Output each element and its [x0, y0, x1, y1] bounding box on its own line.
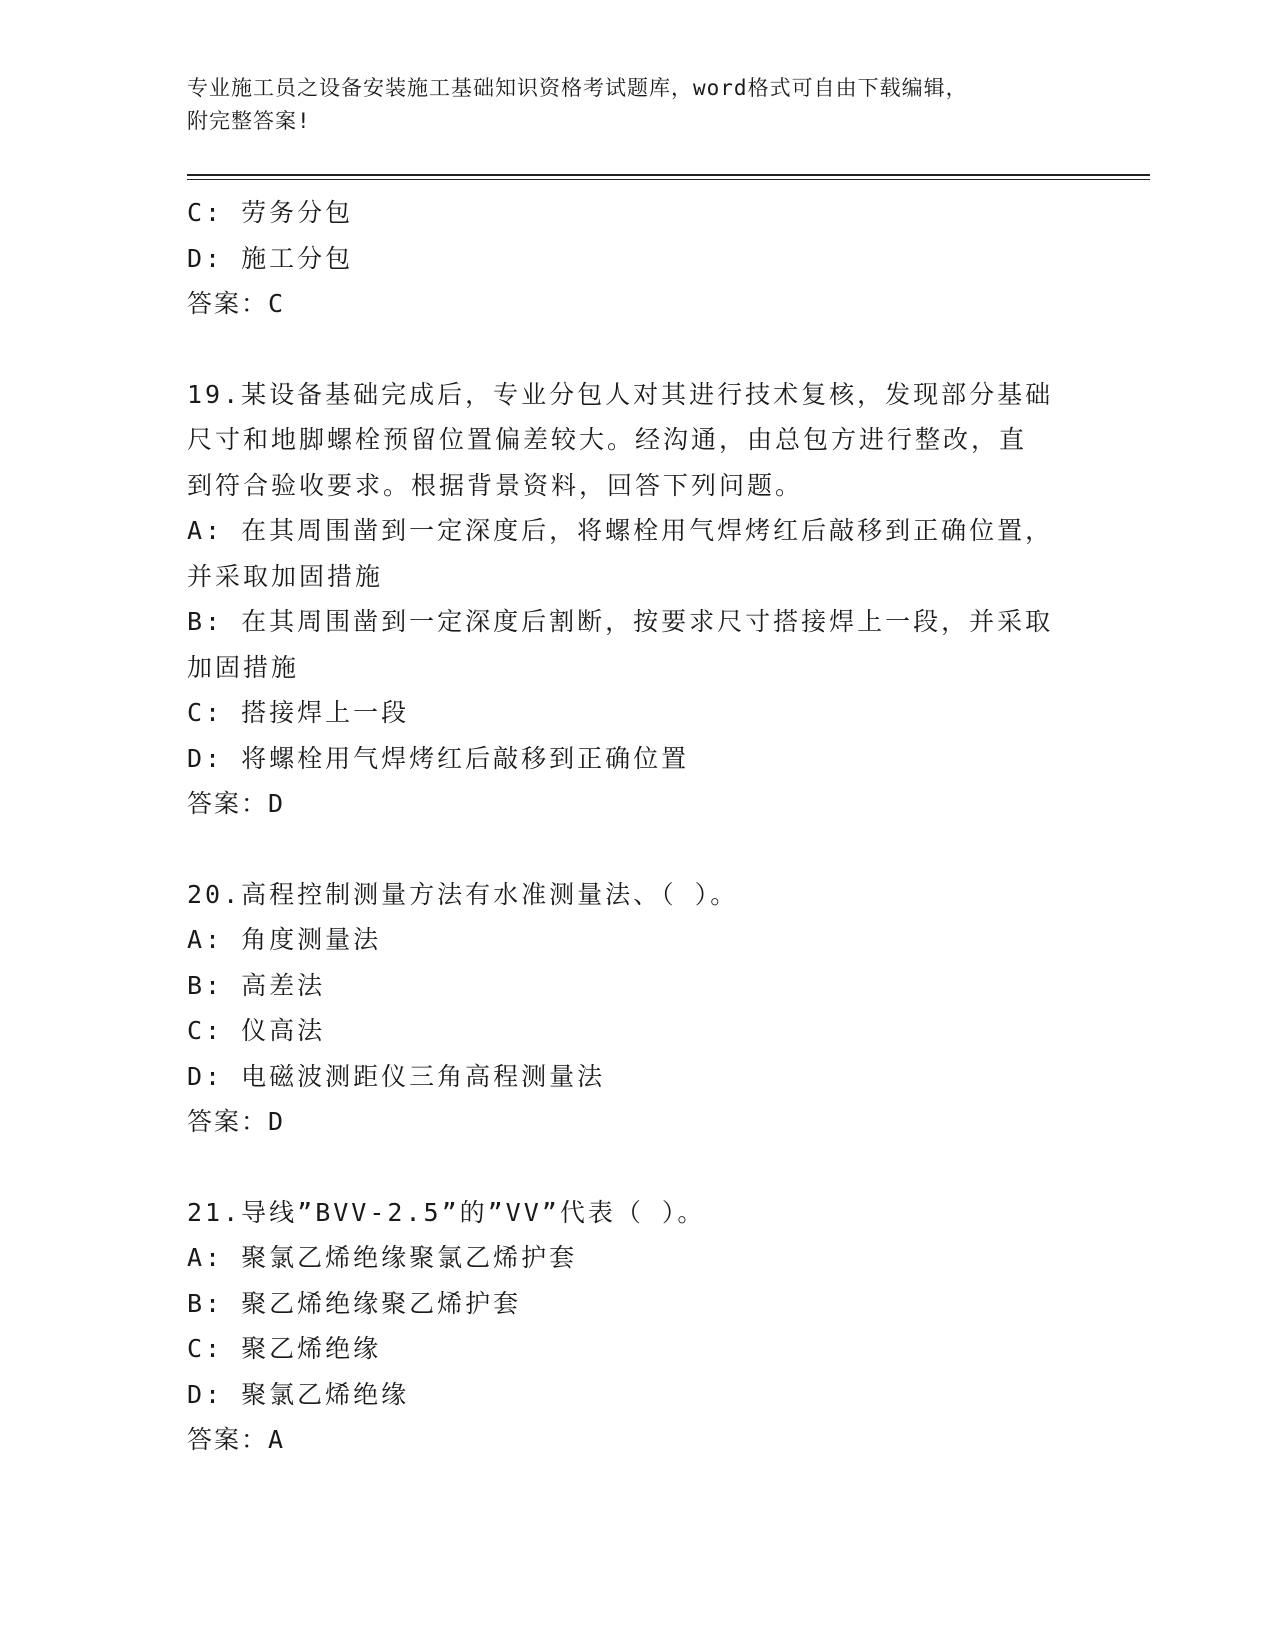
- answer-value: A: [268, 1425, 284, 1454]
- option-a: A: 角度测量法: [187, 925, 382, 954]
- question-spacer: [187, 827, 1150, 872]
- question-stem-line: 到符合验收要求。根据背景资料，回答下列问题。: [187, 470, 804, 500]
- answer-label: 答案：: [187, 1425, 269, 1454]
- answer-line: [187, 1417, 1150, 1463]
- header-title-line-2: 附完整答案!: [187, 109, 311, 133]
- option-a: A: 聚氯乙烯绝缘聚氯乙烯护套: [187, 1243, 578, 1272]
- option-d: D: 聚氯乙烯绝缘: [187, 1379, 410, 1409]
- option-d: D: 将螺栓用气焊烤红后敲移到正确位置: [187, 743, 690, 773]
- question-19: [187, 372, 1150, 827]
- question-spacer: [187, 1145, 1150, 1190]
- answer-label: 答案：: [187, 1107, 269, 1136]
- answer-label: 答案：: [187, 789, 269, 818]
- header-divider: [187, 174, 1150, 180]
- option-c: C: 劳务分包: [187, 198, 354, 227]
- option-b: B: 聚乙烯绝缘聚乙烯护套: [187, 1288, 522, 1318]
- question-21: [187, 1190, 1150, 1463]
- option-c: C: 聚乙烯绝缘: [187, 1334, 382, 1363]
- question-stem-line: 21.导线”BVV-2.5”的”VV”代表（ ）。: [187, 1197, 706, 1227]
- option-a-continued: 并采取加固措施: [187, 561, 384, 591]
- option-a: A: 在其周围凿到一定深度后，将螺栓用气焊烤红后敲移到正确位置，: [187, 516, 1054, 545]
- answer-value: C: [268, 289, 284, 318]
- question-stem-line: 尺寸和地脚螺栓预留位置偏差较大。经沟通，由总包方进行整改，直: [187, 425, 1028, 454]
- answer-value: D: [268, 789, 284, 818]
- option-d: D: 电磁波测距仪三角高程测量法: [187, 1061, 606, 1091]
- document-page: [187, 72, 1150, 1463]
- document-header: [187, 72, 1150, 180]
- question-20: [187, 872, 1150, 1145]
- question-18-tail: [187, 190, 1150, 327]
- answer-label: 答案：: [187, 289, 269, 318]
- question-spacer: [187, 327, 1150, 372]
- question-stem-line: 19.某设备基础完成后，专业分包人对其进行技术复核，发现部分基础: [187, 379, 1054, 409]
- option-c: C: 搭接焊上一段: [187, 698, 410, 727]
- option-d: D: 施工分包: [187, 243, 354, 273]
- option-b: B: 在其周围凿到一定深度后割断，按要求尺寸搭接焊上一段，并采取: [187, 607, 1054, 636]
- answer-value: D: [268, 1107, 284, 1136]
- option-b: B: 高差法: [187, 970, 326, 1000]
- answer-line: [187, 281, 1150, 327]
- option-c: C: 仪高法: [187, 1016, 326, 1045]
- header-title-line-1: 专业施工员之设备安装施工基础知识资格考试题库，word格式可自由下载编辑，: [187, 76, 968, 100]
- document-content: [187, 190, 1150, 1463]
- answer-line: [187, 781, 1150, 827]
- option-b-continued: 加固措施: [187, 652, 300, 682]
- answer-line: [187, 1099, 1150, 1145]
- question-stem-line: 20.高程控制测量方法有水准测量法、（ ）。: [187, 879, 739, 909]
